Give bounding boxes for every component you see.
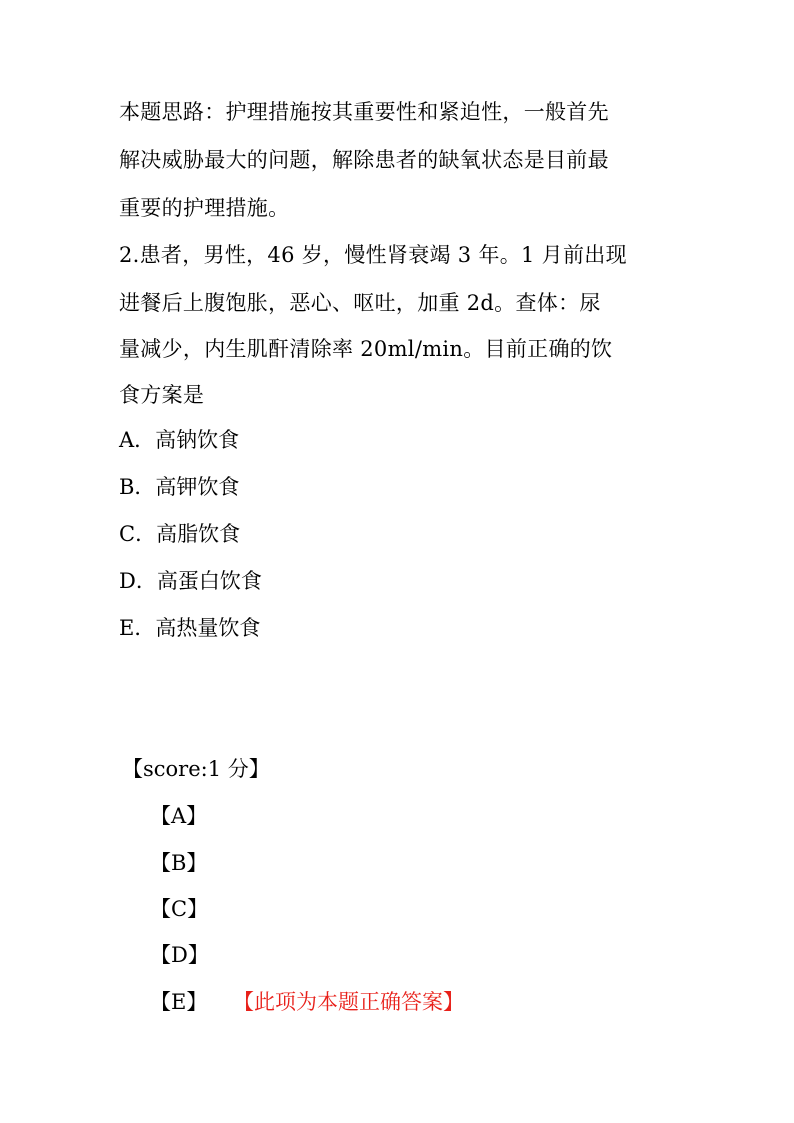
option-a: A．高钠饮食 [119, 428, 240, 452]
answer-e: 【E】 [150, 990, 208, 1014]
option-b: B．高钾饮食 [119, 475, 240, 499]
option-c: C．高脂饮食 [119, 522, 241, 546]
option-d: D．高蛋白饮食 [119, 569, 262, 593]
question-line-4: 食方案是 [119, 383, 205, 407]
explanation-line-2: 解决威胁最大的问题，解除患者的缺氧状态是目前最 [119, 148, 609, 172]
score-label: 【score:1 分】 [122, 757, 270, 781]
answer-d: 【D】 [150, 943, 209, 967]
question-line-2: 进餐后上腹饱胀，恶心、呕吐，加重 2d。查体：尿 [119, 291, 601, 315]
correct-answer-note: 【此项为本题正确答案】 [233, 990, 464, 1014]
answer-c: 【C】 [150, 897, 209, 921]
question-line-1: 2.患者，男性，46 岁，慢性肾衰竭 3 年。1 月前出现 [119, 243, 627, 267]
question-line-3: 量减少，内生肌酐清除率 20ml/min。目前正确的饮 [119, 337, 613, 361]
explanation-line-1: 本题思路：护理措施按其重要性和紧迫性，一般首先 [119, 100, 609, 124]
answer-a: 【A】 [150, 804, 208, 828]
option-e: E．高热量饮食 [119, 616, 261, 640]
explanation-line-3: 重要的护理措施。 [119, 196, 290, 220]
answer-b: 【B】 [150, 851, 208, 875]
